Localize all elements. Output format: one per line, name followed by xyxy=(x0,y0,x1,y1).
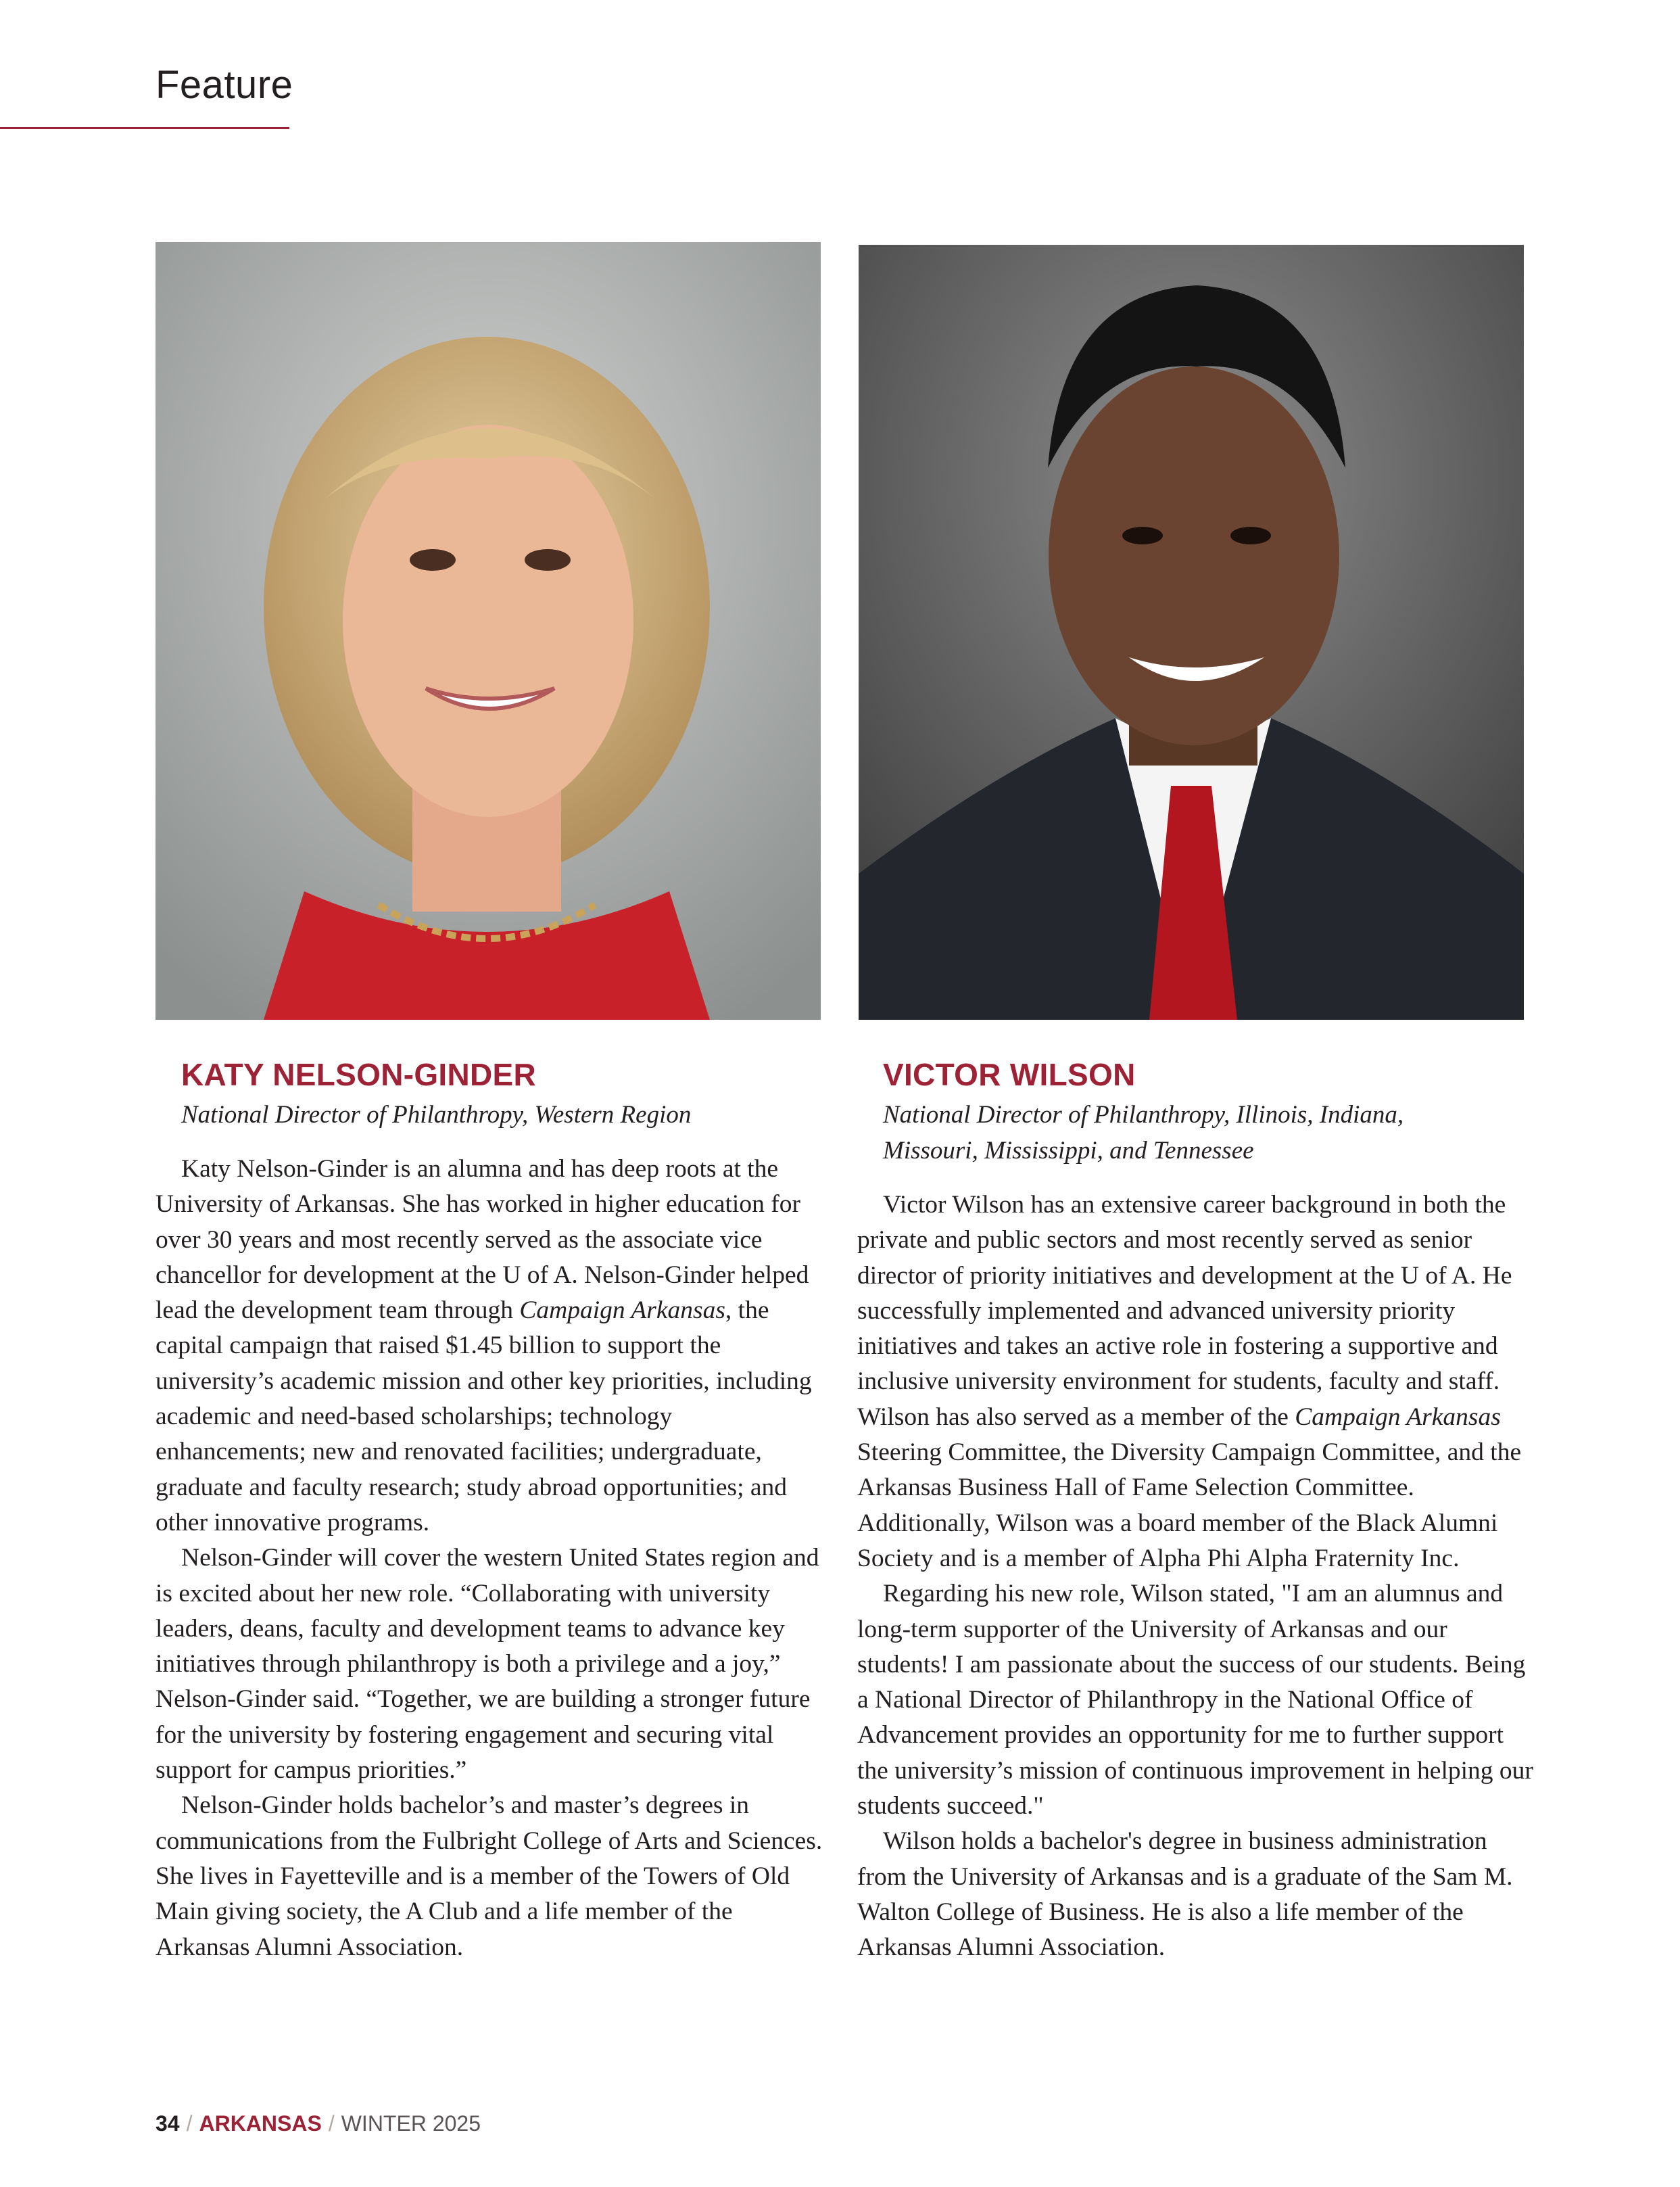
profile-name: KATY NELSON-GINDER xyxy=(181,1057,537,1092)
profile-title: National Director of Philanthropy, Western Region xyxy=(181,1101,692,1129)
body-paragraph: Wilson holds a bachelor's degree in business administration from the University of Arkansas and is a graduate of the Sam M. Walton College of Business. He is also a life member of the Arkansas Alumni Association. xyxy=(857,1827,1513,1962)
profile-name: VICTOR WILSON xyxy=(883,1057,1136,1092)
profile-body xyxy=(857,1187,1533,1966)
body-paragraph: Nelson-Ginder will cover the western United States region and is excited about her new role. “Collaborating with university leaders, deans, faculty and development teams to advance key initiatives through philanthropy is both a privilege and a joy,” Nelson-Ginder said. “Together, we are building a stronger future for the university by fostering engagement and securing vital support for campus priorities.” xyxy=(155,1544,819,1785)
section-rule xyxy=(0,127,289,129)
portrait-victor-wilson xyxy=(859,245,1524,1020)
body-paragraph: Victor Wilson has an extensive career background in both the private and public sectors and most recently served as senior director of priority initiatives and development at the U of A. He successfully implemented and advanced university priority initiatives and takes an active role in fostering a supportive and inclusive university environment for students, faculty and staff. Wilson has also served as a member of the Campaign Arkansas Steering Committee, the Diversity Campaign Committee, and the Arkansas Business Hall of Fame Selection Committee. Additionally, Wilson was a board member of the Black Alumni Society and is a member of Alpha Phi Alpha Fraternity Inc. xyxy=(857,1191,1522,1572)
profile-victor-wilson xyxy=(857,1052,1533,1966)
footer-separator: / xyxy=(328,2111,335,2136)
profile-body xyxy=(155,1152,825,1965)
body-paragraph: Katy Nelson-Ginder is an alumna and has deep roots at the University of Arkansas. She has worked in higher education for over 30 years and most recently served as the associate vice chancellor for development at the U of A. Nelson-Ginder helped lead the development team through Campaign Arkansas, the capital campaign that raised $1.45 billion to support the university’s academic mission and other key priorities, including academic and need-based scholarships; technology enhancements; new and renovated facilities; undergraduate, graduate and faculty research; study abroad opportunities; and other innovative programs. xyxy=(155,1155,812,1536)
publication-name: ARKANSAS xyxy=(199,2111,322,2136)
portrait-katy-nelson-ginder xyxy=(155,242,821,1020)
page-footer xyxy=(155,2111,481,2136)
profile-title: National Director of Philanthropy, Illinois, Indiana, Missouri, Mississippi, and Tennessee xyxy=(883,1101,1404,1165)
section-label: Feature xyxy=(155,63,293,107)
body-paragraph: Nelson-Ginder holds bachelor’s and master’s degrees in communications from the Fulbright College of Arts and Sciences. She lives in Fayetteville and is a member of the Towers of Old Main giving society, the A Club and a life member of the Arkansas Alumni Association. xyxy=(155,1791,823,1961)
page-number: 34 xyxy=(155,2111,180,2136)
issue-label: WINTER 2025 xyxy=(341,2111,481,2136)
body-paragraph: Regarding his new role, Wilson stated, "I am an alumnus and long-term supporter of the University of Arkansas and our students! I am passionate about the success of our students. Being a National Director of Philanthropy in the National Office of Advancement provides an opportunity for me to further support the university’s mission of continuous improvement in helping our students succeed." xyxy=(857,1580,1533,1820)
footer-separator: / xyxy=(186,2111,193,2136)
profile-katy-nelson-ginder xyxy=(155,1052,825,1965)
